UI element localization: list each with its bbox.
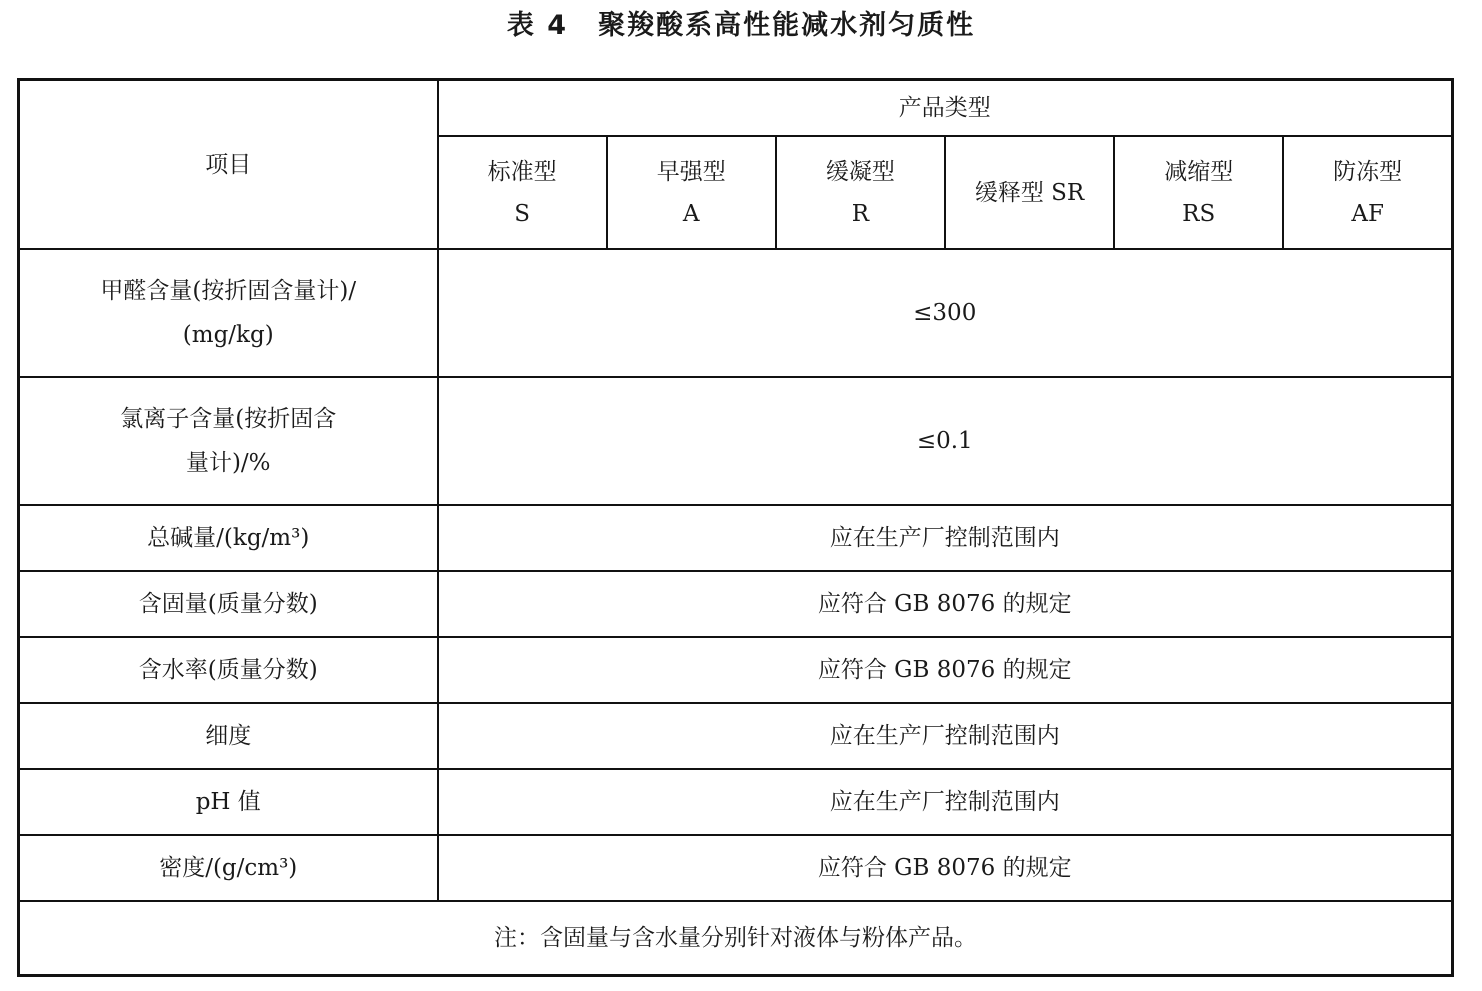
row-item-water-content: 含水率(质量分数) <box>19 637 438 703</box>
row-item-ph: pH 值 <box>19 769 438 835</box>
row-value: 应在生产厂控制范围内 <box>438 505 1453 571</box>
row-item-solid-content: 含固量(质量分数) <box>19 571 438 637</box>
table-row <box>19 769 1453 835</box>
item-line: 量计)/% <box>185 450 271 476</box>
row-value: 应符合 GB 8076 的规定 <box>438 835 1453 901</box>
row-item-total-alkali: 总碱量/(kg/m³) <box>19 505 438 571</box>
type-code: R <box>851 200 870 227</box>
table-row <box>19 249 1453 377</box>
table-row <box>19 571 1453 637</box>
item-line: 氯离子含量(按折固含 <box>120 406 337 432</box>
header-product-type: 产品类型 <box>438 80 1453 137</box>
item-line: (mg/kg) <box>182 322 274 348</box>
row-value: 应在生产厂控制范围内 <box>438 769 1453 835</box>
header-type-slow-release <box>945 136 1114 249</box>
row-value: ≤0.1 <box>438 377 1453 505</box>
type-name: 防冻型 <box>1333 158 1403 185</box>
note-row <box>19 901 1453 976</box>
type-code: A <box>682 200 700 227</box>
table-title-text: 聚羧酸系高性能减水剂匀质性 <box>598 10 976 41</box>
header-item: 项目 <box>19 80 438 250</box>
type-name: 标准型 <box>487 158 557 185</box>
item-line: 甲醛含量(按折固含量计)/ <box>100 278 357 304</box>
row-value: 应符合 GB 8076 的规定 <box>438 571 1453 637</box>
type-name: 早强型 <box>656 158 726 185</box>
type-name: 缓释型 SR <box>974 179 1085 206</box>
table-number: 表 4 <box>506 10 569 41</box>
row-item-fineness: 细度 <box>19 703 438 769</box>
row-value: 应符合 GB 8076 的规定 <box>438 637 1453 703</box>
page-title <box>0 6 1482 46</box>
header-type-shrinkage-reducing <box>1114 136 1283 249</box>
homogeneity-table <box>17 78 1454 977</box>
header-type-retarding <box>776 136 945 249</box>
type-name: 缓凝型 <box>825 158 895 185</box>
table-row <box>19 377 1453 505</box>
header-type-standard <box>438 136 607 249</box>
table-row <box>19 835 1453 901</box>
row-item-formaldehyde <box>19 249 438 377</box>
type-code: RS <box>1182 200 1216 227</box>
table-note: 注：含固量与含水量分别针对液体与粉体产品。 <box>19 901 1453 976</box>
table-row <box>19 637 1453 703</box>
header-type-early-strength <box>607 136 776 249</box>
type-code: AF <box>1351 200 1384 227</box>
row-value: ≤300 <box>438 249 1453 377</box>
table-row <box>19 703 1453 769</box>
type-name: 减缩型 <box>1164 158 1234 185</box>
type-code: S <box>514 200 530 227</box>
row-item-density: 密度/(g/cm³) <box>19 835 438 901</box>
header-type-antifreeze <box>1283 136 1452 249</box>
header-row-group <box>19 80 1453 137</box>
row-value: 应在生产厂控制范围内 <box>438 703 1453 769</box>
table-row <box>19 505 1453 571</box>
row-item-chloride <box>19 377 438 505</box>
